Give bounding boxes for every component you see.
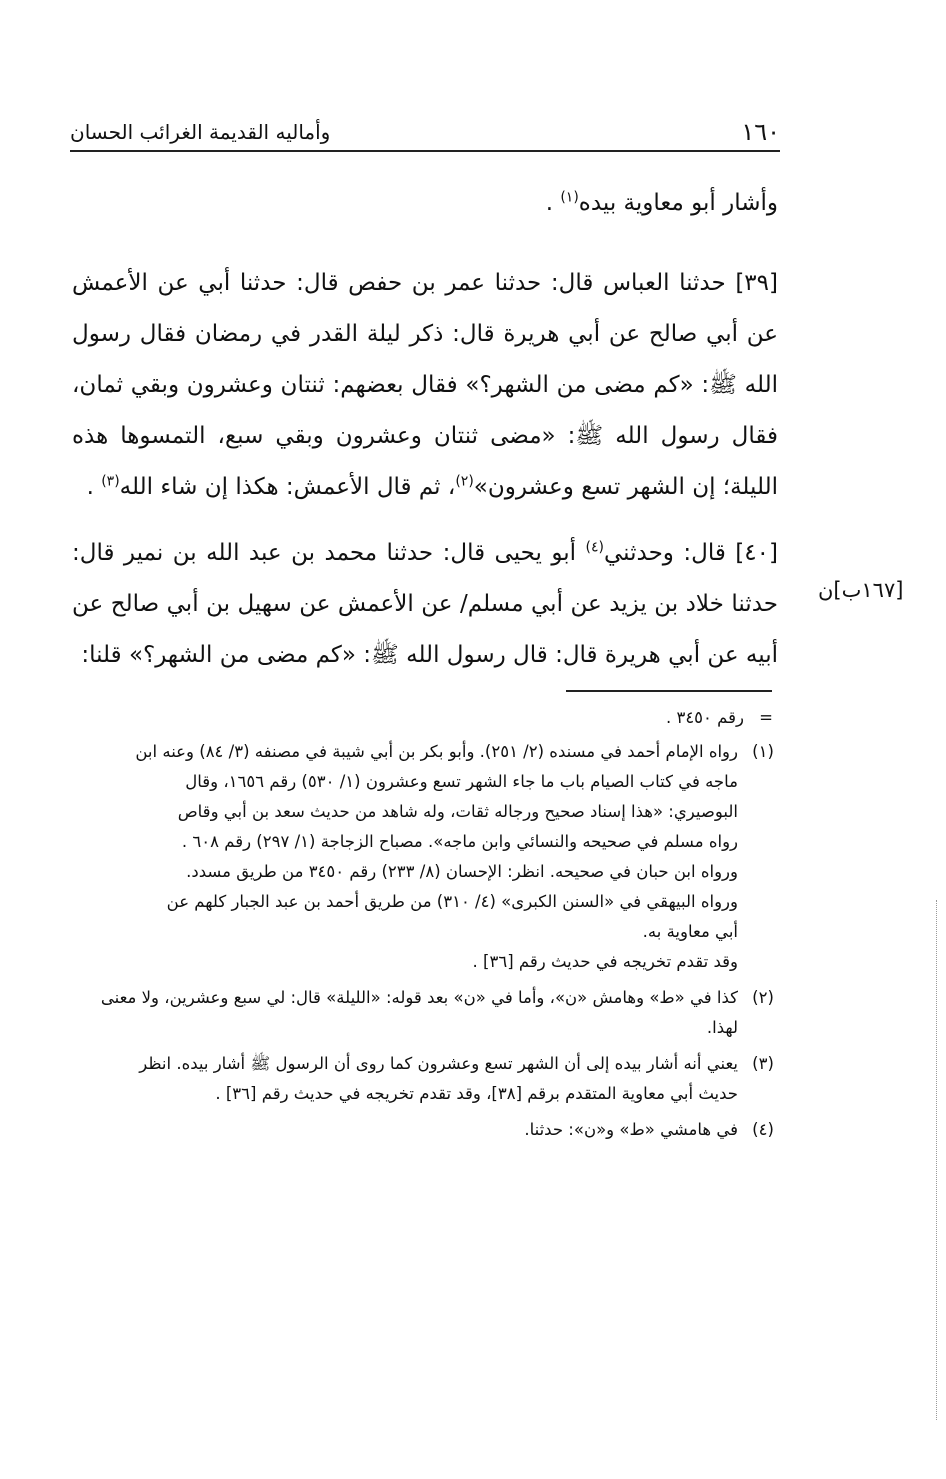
footnote-line: يعني أنه أشار بيده إلى أن الشهر تسع وعشرون كما روى أن الرسول ﷺ أشار بيده. انظر: [139, 1054, 738, 1073]
footnote-line: ورواه ابن حبان في صحيحه. انظر: الإحسان (٨/ ٢٣٣) رقم ٣٤٥٠ من طريق مسدد.: [186, 862, 738, 881]
manuscript-folio-marker: [١٦٧ب]ن: [818, 578, 904, 602]
opening-text: وأشار أبو معاوية بيده: [578, 190, 778, 216]
footnote-3: [66, 1049, 788, 1109]
footnote-body: [66, 1049, 738, 1109]
continuation-text: رقم ٣٤٥٠ .: [665, 708, 744, 727]
footnote-line: أبي معاوية به.: [642, 922, 738, 941]
footnote-number: (١): [752, 742, 774, 761]
footnote-number: (٤): [752, 1120, 774, 1139]
footnote-line: وقد تقدم تخريجه في حديث رقم [٣٦] .: [472, 952, 738, 971]
hadith-40-paragraph: [72, 528, 778, 681]
footnote-line: في هامشي «ط» و«ن»: حدثنا.: [524, 1120, 738, 1139]
continuation-marker: =: [759, 708, 773, 727]
footnote-line: ورواه البيهقي في «السنن الكبرى» (٤/ ٣١٠) من طريق أحمد بن عبد الجبار كلهم عن: [166, 892, 738, 911]
hadith-40-text-cont: أبو يحيى قال: حدثنا محمد بن عبد الله بن نمير قال: حدثنا خلاد بن يزيد عن أبي مسلم/ عن الأعمش عن سهيل بن أبي صالح عن أبيه عن أبي هريرة قال: قال رسول الله ﷺ: «كم مضى من الشهر؟» قلنا:: [72, 540, 778, 668]
footnote-ref-1: (١): [560, 189, 579, 206]
footnote-line: كذا في «ط» وهامش «ن»، وأما في «ن» بعد قوله: «الليلة» قال: لي سبع وعشرين، ولا معنى: [100, 988, 738, 1007]
footnote-line: ماجه في كتاب الصيام باب ما جاء الشهر تسع وعشرون (١/ ٥٣٠) رقم ١٦٥٦، وقال: [185, 772, 738, 791]
footnote-number: (٣): [752, 1054, 774, 1073]
running-header: [70, 118, 780, 152]
footnote-line: رواه مسلم في صحيحه والنسائي وابن ماجه». مصباح الزجاجة (١/ ٢٩٧) رقم ٦٠٨ .: [181, 832, 738, 851]
footnote-4: [66, 1115, 788, 1145]
opening-end: .: [545, 190, 561, 216]
footnote-line: رواه الإمام أحمد في مسنده (٢/ ٢٥١). وأبو بكر بن أبي شيبة في مصنفه (٣/ ٨٤) وعنه ابن: [135, 742, 738, 761]
footnote-line: لهذا.: [706, 1018, 738, 1037]
hadith-39-text: [٣٩] حدثنا العباس قال: حدثنا عمر بن حفص قال: حدثنا أبي عن الأعمش عن أبي صالح عن أبي هريرة قال: ذكر ليلة القدر في رمضان فقال رسول الله ﷺ: «كم مضى من الشهر؟» فقال بعضهم: ثنتان وعشرون وبقي ثمان، فقال رسول الله ﷺ: «مضى ثنتان وعشرون وبقي سبع، التمسوها هذه الليلة؛ إن الشهر تسع وعشرون»: [72, 270, 778, 500]
footnote-number: (٢): [752, 988, 774, 1007]
hadith-39: [72, 258, 778, 513]
opening-paragraph: [72, 178, 778, 229]
hadith-39-paragraph: [72, 258, 778, 513]
footnote-ref-2: (٢): [455, 473, 474, 490]
footnote-ref-4: (٤): [585, 539, 604, 556]
footnote-continuation: [66, 703, 788, 733]
footnote-body: [66, 1115, 738, 1145]
footnote-line: حديث أبي معاوية المتقدم برقم [٣٨]، وقد تقدم تخريجه في حديث رقم [٣٦] .: [215, 1084, 738, 1103]
running-title: وأماليه القديمة الغرائب الحسان: [70, 120, 331, 144]
footnotes: [66, 703, 788, 1151]
opening-line: [72, 178, 778, 229]
footnote-separator: [566, 690, 772, 692]
page-number: ١٦٠: [741, 118, 780, 146]
footnote-body: [66, 737, 738, 977]
footnote-line: البوصيري: «هذا إسناد صحيح ورجاله ثقات، وله شاهد من حديث سعد بن أبي وقاص: [177, 802, 738, 821]
hadith-39-end: .: [86, 474, 102, 500]
footnote-1: [66, 737, 788, 977]
scan-edge-artifact: [936, 900, 937, 1420]
footnote-2: [66, 983, 788, 1043]
footnote-body: [66, 983, 738, 1043]
hadith-40-text: [٤٠] قال: وحدثني: [604, 540, 778, 566]
hadith-40: [72, 528, 778, 681]
hadith-39-text-cont: ، ثم قال الأعمش: هكذا إن شاء الله: [119, 474, 456, 500]
footnote-ref-3: (٣): [101, 473, 120, 490]
